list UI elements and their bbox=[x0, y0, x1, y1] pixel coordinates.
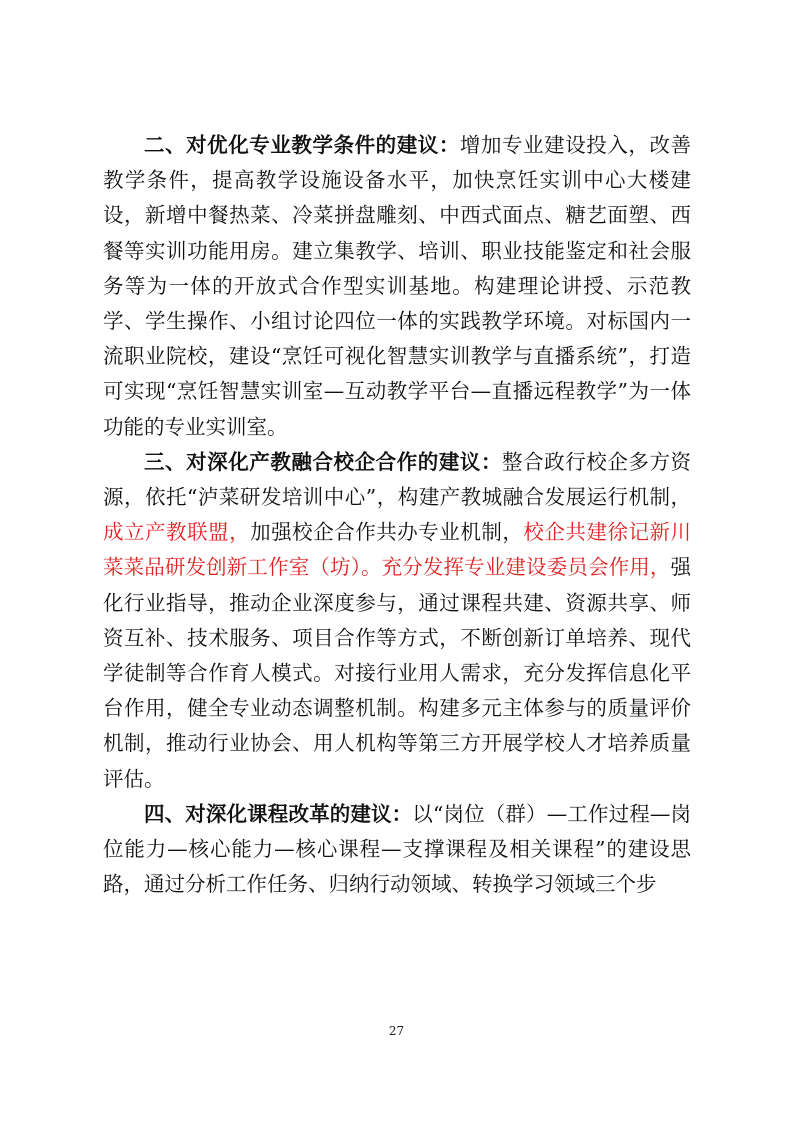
paragraph-text: 增加专业建设投入，改善教学条件，提高教学设施设备水平，加快烹饪实训中心大楼建设，新增中餐热菜、冷菜拼盘雕刻、中西式面点、糖艺面塑、西餐等实训功能用房。建立集教学、培训、职业技能鉴定和社会服务等为一体的开放式合作型实训基地。构建理论讲授、示范教学、学生操作、小组讨论四位一体的实践教学环境。对标国内一流职业院校，建设“烹饪可视化智慧实训教学与直播系统”，打造可实现“烹饪智慧实训室—互动教学平台—直播远程教学”为一体功能的专业实训室。 bbox=[103, 133, 692, 439]
paragraph-text: 加强校企合作共办专业机制， bbox=[250, 520, 524, 545]
paragraph-text: 以“岗位（群）—工作过程—岗位能力—核心能力—核心课程—支撑课程及相关课程”的建设思路，通过分析工作任务、归纳行动领域、转换学习领域三个步 bbox=[103, 801, 692, 897]
page-number: 27 bbox=[388, 1024, 405, 1038]
paragraph-text: 整合政行校企多方资源，依托“泸菜研发培训中心”，构建产教城融合发展运行机制， bbox=[103, 449, 692, 510]
highlighted-text: 成立产教联盟， bbox=[103, 520, 251, 545]
highlighted-text: 校企共建徐记新川菜菜品研发创新工作室（坊）。充分发挥专业建设委员会作用， bbox=[103, 520, 692, 580]
paragraph-text: 强化行业指导，推动企业深度参与，通过课程共建、资源共享、师资互补、技术服务、项目合作等方式，不断创新订单培养、现代学徒制等合作育人模式。对接行业用人需求，充分发挥信息化平台作用，健全专业动态调整机制。构建多元主体参与的质量评价机制，推动行业协会、用人机构等第三方开展学校人才培养质量评估。 bbox=[103, 555, 691, 791]
paragraph-teaching-conditions bbox=[103, 128, 691, 445]
paragraph-curriculum-reform bbox=[103, 797, 691, 903]
paragraph-industry-education bbox=[103, 445, 691, 797]
paragraph-heading: 三、对深化产教融合校企合作的建议： bbox=[144, 449, 503, 474]
body-text bbox=[103, 128, 691, 902]
paragraph-heading: 四、对深化课程改革的建议： bbox=[144, 801, 413, 826]
paragraph-heading: 二、对优化专业教学条件的建议： bbox=[144, 133, 460, 157]
